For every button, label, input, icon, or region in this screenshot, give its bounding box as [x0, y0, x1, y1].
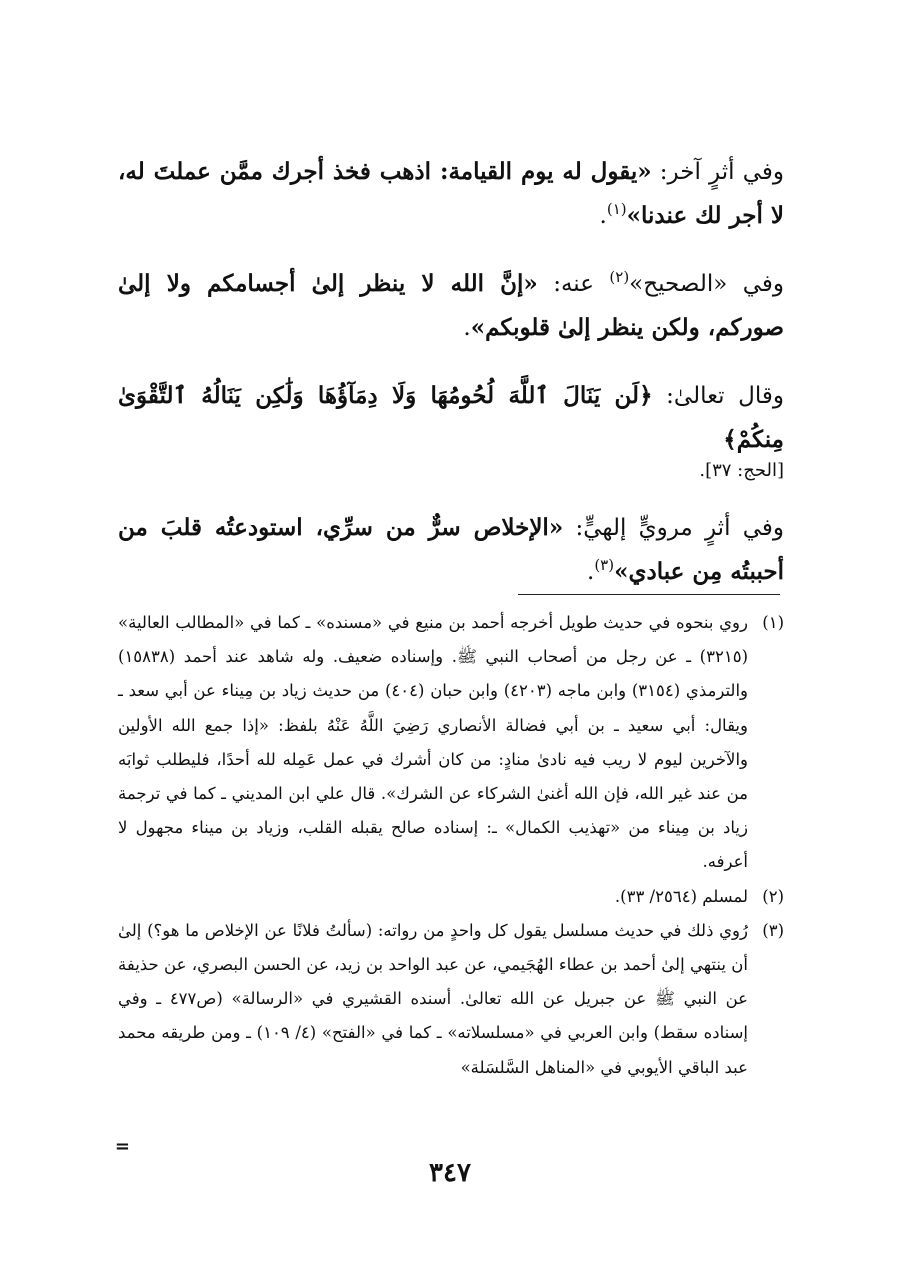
- p2-mid: عنه:: [537, 271, 610, 297]
- footnote-2: [118, 880, 784, 914]
- verse-citation: [الحج: ٣٧].: [699, 460, 784, 481]
- p3-lead: وقال تعالىٰ:: [652, 383, 785, 409]
- paragraph-1: [118, 150, 784, 238]
- footnote-number: (٣): [762, 920, 784, 940]
- p1-lead: وفي أثرٍ آخر:: [651, 159, 784, 185]
- footnote-ref-2[interactable]: (٢): [609, 268, 630, 286]
- footnote-text: روي بنحوه في حديث طويل أخرجه أحمد بن منيع في «مسنده» ـ كما في «المطالب العالية» (٣٢١٥) ـ عن رجل من أصحاب النبي ﷺ. وإسناده ضعيف. وله شاهد عند أحمد (١٥٨٣٨) والترمذي (٣١٥٤) وابن ماجه (٤٢٠٣) وابن حبان (٤٠٤) من حديث زياد بن مِيناء عن أبي سعد ـ ويقال: أبي سعيد ـ بن أبي فضالة الأنصاري رَضِيَ اللَّهُ عَنْهُ بلفظ: «إذا جمع الله الأولين والآخرين ليوم لا ريب فيه نادىٰ منادٍ: من كان أشرك في عمل عَمِله لله أحدًا، فليطلب ثوابَه من عند غير الله، فإن الله أغنىٰ الشركاء عن الشرك». قال علي ابن المديني ـ كما في ترجمة زياد بن مِيناء من «تهذيب الكمال» ـ: إسناده صالح يقبله القلب، وزياد بن ميناء مجهول لا أعرفه.: [118, 613, 749, 872]
- p2-lead: وفي «الصحيح»: [629, 271, 784, 297]
- p4-lead: وفي أثرٍ مرويٍّ إلهيٍّ:: [563, 515, 784, 541]
- p2-end: .: [463, 315, 471, 341]
- footnote-number: (١): [762, 613, 784, 632]
- main-text: [118, 150, 784, 618]
- footnote-text: رُوي ذلك في حديث مسلسل يقول كل واحدٍ من رواته: (سألتُ فلانًا عن الإخلاص ما هو؟) إلىٰ أن ينتهي إلىٰ أحمد بن عطاء الهُجَيمي، عن عبد الواحد بن زيد، عن الحسن البصري، عن حذيفة عن النبي ﷺ عن جبريل عن الله تعالىٰ. أسنده القشيري في «الرسالة» (ص٤٧٧ ـ وفي إسناده سقط) وابن العربي في «مسلسلاته» ـ كما في «الفتح» (٤/ ١٠٩) ـ ومن طريقه محمد عبد الباقي الأيوبي في «المناهل السَّلسَلة»: [118, 920, 748, 1077]
- quran-verse: ﴿لَن يَنَالَ ٱللَّهَ لُحُومُهَا وَلَا دِمَآؤُهَا وَلَٰكِن يَنَالُهُ ٱلتَّقْوَىٰ مِنكُمْ﴾: [118, 382, 784, 453]
- continuation-mark: =: [114, 1136, 130, 1157]
- footnote-separator: [518, 594, 780, 595]
- p4-end: .: [587, 559, 595, 585]
- paragraph-4: [118, 506, 784, 594]
- page-number: ٣٤٧: [429, 1158, 471, 1188]
- paragraph-3: [118, 374, 784, 462]
- p1-quote: «يقول له يوم القيامة: اذهب فخذ أجرك ممَّن عملتَ له، لا أجر لك عندنا»: [118, 158, 784, 229]
- p2-quote: «إنَّ الله لا ينظر إلىٰ أجسامكم ولا إلىٰ صوركم، ولكن ينظر إلىٰ قلوبكم»: [118, 270, 784, 341]
- paragraph-2: [118, 262, 784, 350]
- footnote-1: [118, 606, 784, 880]
- footnote-3: [118, 914, 784, 1085]
- footnote-ref-3[interactable]: (٣): [594, 556, 615, 574]
- footnote-text: لمسلم (٢٥٦٤/ ٣٣).: [614, 886, 748, 906]
- footnote-number: (٢): [762, 886, 784, 906]
- footnotes: [118, 606, 784, 1085]
- p1-end: .: [599, 203, 607, 229]
- p4-quote: «الإخلاص سرٌّ من سرِّي، استودعتُه قلبَ من أحببتُه مِن عبادي»: [118, 514, 784, 585]
- footnote-ref-1[interactable]: (١): [606, 200, 627, 218]
